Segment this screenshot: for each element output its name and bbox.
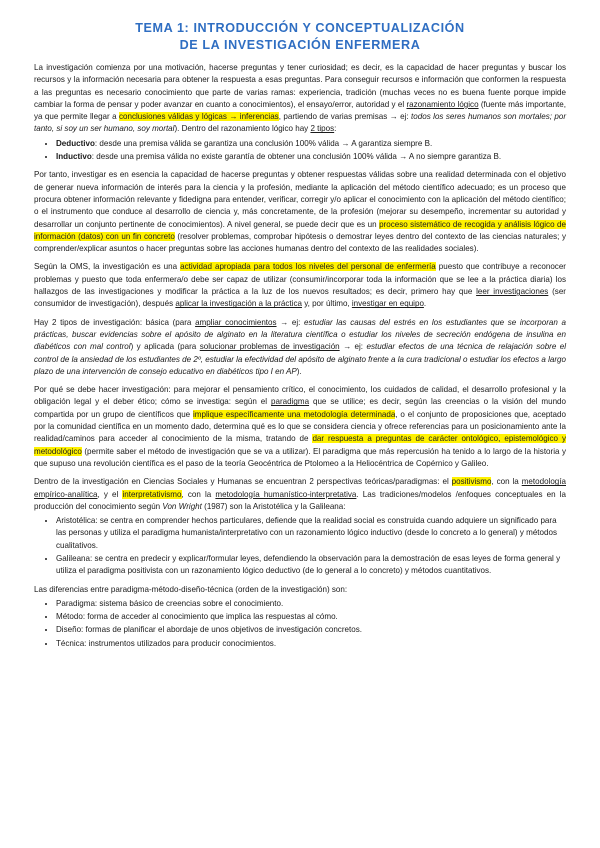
text: : desde una premisa válida se garantiza una conclusión 100% válida → A garantiza siempre B. — [94, 138, 433, 148]
text: (resolver problemas, comprobar hipótesis o demostrar leyes dentro del contexto de las ciencias naturales; y comprender/explicar asuntos o hacer preguntas sobre las acciones humanas dentro del contexto de las realidades sociales). — [34, 231, 566, 254]
highlighted-text: interpretativismo — [122, 489, 182, 499]
paragraph-differences: Las diferencias entre paradigma-método-diseño-técnica (orden de la investigación) son: — [34, 584, 348, 594]
underlined-term: paradigma — [271, 397, 310, 407]
underlined-term: leer investigaciones — [476, 287, 549, 297]
underlined-term: aplicar la investigación a la práctica — [175, 299, 302, 309]
paragraph-intro — [34, 62, 566, 136]
italic-example: estudiar efectos de una técnica de relajación sobre el control de la ansiedad de los estudiantes de 2º, estudiar la efectividad del apósito de alginato frente a la cura tradicional o estudiar los efectos a largo plazo de una intervención de consejo educativo en diabéticos tipo I en AP — [34, 342, 566, 376]
bold-term: Inductivo — [56, 152, 92, 162]
bold-term: Deductivo — [56, 138, 95, 148]
list-item: • Aristotélica: se centra en comprender hechos particulares, defiende que la realidad social es construida cuando adquiere un significado para las personas y utiliza el paradigma humanista/interpretativo con un razonamiento lógico inductivo (desde lo concreto a lo general) y métodos cualitativos. — [56, 515, 566, 552]
text: que se utilice; es decir, según las creencias o la visión del mundo compartida por un grupo de científicos que — [34, 397, 566, 419]
highlighted-text: positivismo — [451, 477, 492, 487]
page-title — [34, 20, 566, 54]
paragraph-oms — [34, 261, 566, 310]
paragraph-definition — [34, 169, 566, 255]
differences-list — [34, 598, 566, 650]
text: → ej: — [276, 317, 305, 327]
italic-example: todos los seres humanos son mortales; por tanto, si soy un ser humano, soy mortal — [34, 112, 567, 134]
paragraph-paradigm — [34, 384, 566, 470]
text: , partiendo de varias premisas → ej: — [278, 112, 412, 122]
text: La investigación comienza por una motivación, hacerse preguntas y tener curiosidad; es decir, es la capacidad de hacer preguntas y buscar los recursos y la información necesaria para obtener la respuesta a esas preguntas. Para conseguir recursos e información que conformen la respuesta a las preguntas es necesario conocimiento que parte de varias ramas: experiencia, tradición (muchas veces no es buena fuente porque impide cambiar la forma de pensar y poder avanzar en cuanto a conocimientos), el ensayo/error, autoridad y el — [34, 63, 566, 109]
text: (1987) son la Aristotélica y la Galileana: — [201, 501, 346, 511]
text: (ser consumidor de investigación), después — [34, 287, 566, 309]
underlined-term: metodología empírico-analítica — [34, 477, 566, 499]
text: y, por último, — [301, 299, 352, 309]
italic-example: estudiar las causas del estrés en los estudiantes que se incorporan a prácticas, buscar evidencias sobre el apósito de alginato en la literatura científica o estudiar los niveles de secreción endógena de insulina en diabéticos con mal control — [34, 317, 566, 352]
text: ). — [296, 366, 302, 376]
paragraph-research-types — [34, 317, 566, 378]
list-item — [56, 138, 566, 150]
list-item — [56, 151, 566, 163]
text: (fuente más importante, ya que permite llegar a — [34, 99, 566, 122]
reasoning-types-list — [34, 138, 566, 164]
text: ). Dentro del razonamiento lógico hay — [174, 124, 311, 134]
underlined-term: solucionar problemas de investigación — [199, 342, 340, 352]
text: , con la — [491, 477, 522, 487]
text: Por qué se debe hacer investigación: para mejorar el pensamiento crítico, el conocimiento, los cuidados de calidad, el desarrollo profesional y la obligación legal y el deber ético; cómo se investiga: según el — [34, 385, 566, 407]
highlighted-text: dar respuesta a preguntas de carácter ontológico, epistemológico y metodológico — [34, 434, 566, 456]
text: Dentro de la investigación en Ciencias Sociales y Humanas se encuentran 2 perspectivas teóricas/paradigmas: el — [34, 477, 452, 487]
text: : — [334, 124, 337, 134]
text: , y el — [97, 489, 123, 499]
text: : desde una premisa válida no existe garantía de obtener una conclusión 100% válida → A no siempre garantiza B. — [91, 152, 502, 162]
highlighted-text: conclusiones válidas y lógicas → inferencias — [119, 112, 279, 122]
text: (permite saber el método de investigación que se va a utilizar). El paradigma que más repercusión ha tenido a lo largo de la historia y que supuso una revolución científica es el paso de la teoría Geocéntrica de Ptolomeo a la Heliocéntrica de Copérnico y Galileo. — [34, 446, 566, 468]
underlined-term: razonamiento lógico — [406, 99, 479, 109]
title-line-1: TEMA 1: INTRODUCCIÓN Y CONCEPTUALIZACIÓN — [135, 21, 465, 35]
highlighted-text: proceso sistemático de recogida y análisis lógico de información (datos) con un fin concreto — [34, 219, 566, 241]
list-item: • Técnica: instrumentos utilizados para producir conocimientos. — [56, 638, 566, 650]
title-line-2: DE LA INVESTIGACIÓN ENFERMERA — [179, 38, 421, 52]
underlined-term: investigar en equipo — [351, 299, 424, 309]
text: Por tanto, investigar es en esencia la capacidad de hacerse preguntas y obtener respuestas válidas sobre una realidad determinada con el objetivo de generar nueva información de interés para la ciencia y la profesión, mediante la aplicación del método científico adecuado; es un proceso que procura obtener información relevante y fidedigna para entender, verificar, corregir y/o aplicar el conocimiento con la aplicación del método científico; o el instrumento que conduce al desarrollo de ciencia y, más concretamente, de la profesión (mejorar su desempeño, incrementar su autoridad y desarrollar un conjunto pertinente de conocimientos). A nivel general, se puede decir que es un — [34, 170, 566, 229]
list-item: • Diseño: formas de planificar el abordaje de unos objetivos de investigación concretos. — [56, 624, 566, 636]
text: ) y aplicada (para — [130, 342, 200, 352]
paragraph-perspectives — [34, 476, 566, 513]
list-item: • Galileana: se centra en predecir y explicar/formular leyes, defendiendo la observación para la demostración de esas leyes de forma general y utiliza el paradigma positivista con un razonamiento lógico deductivo (de lo general a lo concreto) y métodos cuantitativos. — [56, 553, 566, 578]
text: puesto que contribuye a reconocer problemas y puesto que toda enfermera/o debe ser capaz de utilizar (consumir/incorporar toda la información que se lee a la práctica diaria) los hallazgos de las investigaciones y modificar la práctica a la luz de los nuevos resultados; es decir, primero hay que — [34, 262, 566, 297]
highlighted-text: implique específicamente una metodología determinada — [192, 409, 396, 419]
list-item: • Método: forma de acceder al conocimiento que implica las respuestas al cómo. — [56, 611, 566, 623]
list-item: • Paradigma: sistema básico de creencias sobre el conocimiento. — [56, 598, 566, 610]
highlighted-text: actividad apropiada para todos los niveles del personal de enfermería — [180, 262, 436, 272]
text: , o el conjunto de proposiciones que, aceptado por la comunidad científica en un momento dado, determina qué es lo que se considera ciencia y ofrece referencias para un posicionamiento ante la realidad/caminos para acceder al conocimiento de la misma, tratando de — [34, 409, 566, 444]
underlined-term: metodología humanístico-interpretativa — [215, 489, 357, 499]
text: Hay 2 tipos de investigación: básica (para — [34, 317, 196, 327]
underlined-term: ampliar conocimientos — [195, 317, 277, 327]
text: → ej: — [339, 342, 367, 352]
italic-author: Von Wright — [162, 501, 202, 511]
text: , con la — [181, 489, 216, 499]
traditions-list — [34, 515, 566, 577]
text: Según la OMS, la investigación es una — [34, 262, 181, 272]
text: . Las tradiciones/modelos /enfoques conceptuales en la producción del conocimiento según — [34, 489, 566, 511]
underlined-term: 2 tipos — [310, 124, 335, 134]
text: . — [423, 299, 427, 309]
